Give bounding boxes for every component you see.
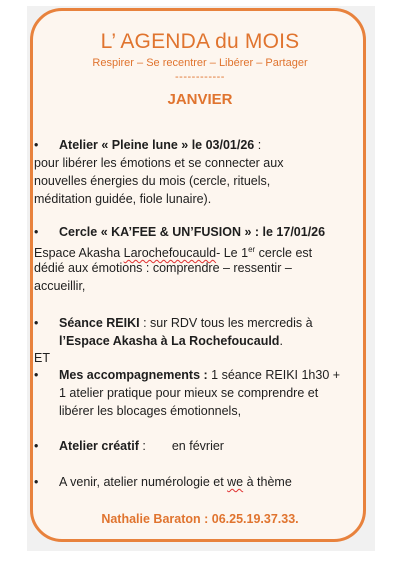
event-4-line-3: libérer les blocages émotionnels, <box>59 404 242 418</box>
event-2-place: Larochefoucauld <box>123 246 217 261</box>
separator: ------------ <box>175 71 225 83</box>
subtitle: Respirer – Se recentrer – Libérer – Partager <box>92 57 308 69</box>
bullet-2: • <box>34 225 39 239</box>
event-6-line <box>59 473 364 491</box>
event-3-period: . <box>279 334 283 348</box>
contact-footer: Nathalie Baraton : 06.25.19.37.33. <box>101 512 299 526</box>
event-2-text-a: Espace Akasha <box>34 246 124 261</box>
event-5-detail: en février <box>171 439 224 453</box>
event-6-text-a: A venir, atelier numérologie et <box>59 475 228 489</box>
event-1-line-3: méditation guidée, fiole lunaire). <box>34 192 212 206</box>
event-1-title-suffix: : <box>254 138 262 152</box>
event-1-line-2: nouvelles énergies du mois (cercle, rituels, <box>34 174 271 188</box>
event-3-venue: l’Espace Akasha à La Rochefoucauld <box>59 334 280 348</box>
event-2-text-c: - Le 1 <box>216 246 249 261</box>
event-3-line-2 <box>59 332 364 350</box>
event-6-text-c: à thème <box>243 475 292 489</box>
event-2-title: Cercle « KA’FEE & UN’FUSION » : le 17/01/26 <box>59 225 326 239</box>
event-4-title: Mes accompagnements : <box>59 368 208 382</box>
event-5-title: Atelier créatif <box>59 439 139 453</box>
event-3-title: Séance REIKI <box>59 316 140 330</box>
event-3-line-1 <box>59 314 364 332</box>
page-title: L’ AGENDA du MOIS <box>100 30 300 53</box>
bullet-3: • <box>34 316 39 330</box>
et-label: ET <box>34 351 50 365</box>
event-2-line-2: dédié aux émotions : comprendre – ressentir – <box>34 261 292 275</box>
event-4-line-1 <box>59 366 364 384</box>
event-2-sup: er <box>248 245 256 254</box>
event-1-line-1: pour libérer les émotions et se connecter aux <box>34 156 284 170</box>
bullet-4: • <box>34 368 39 382</box>
event-2-text-d: cercle est <box>255 246 313 261</box>
event-1-title: Atelier « Pleine lune » le 03/01/26 <box>59 138 255 152</box>
event-2-line-3: accueillir, <box>34 279 86 293</box>
bullet-6: • <box>34 475 39 489</box>
event-6-we: we <box>227 475 244 489</box>
month-heading: JANVIER <box>167 91 233 108</box>
bullet-1: • <box>34 138 39 152</box>
event-5-colon: : <box>138 439 146 453</box>
event-5-line <box>59 437 364 455</box>
event-4-text: 1 séance REIKI 1h30 + <box>207 368 341 382</box>
bullet-5: • <box>34 439 39 453</box>
event-4-line-2: 1 atelier pratique pour mieux se comprendre et <box>59 386 319 400</box>
event-1-heading <box>59 136 364 154</box>
event-3-text: : sur RDV tous les mercredis à <box>139 316 313 330</box>
